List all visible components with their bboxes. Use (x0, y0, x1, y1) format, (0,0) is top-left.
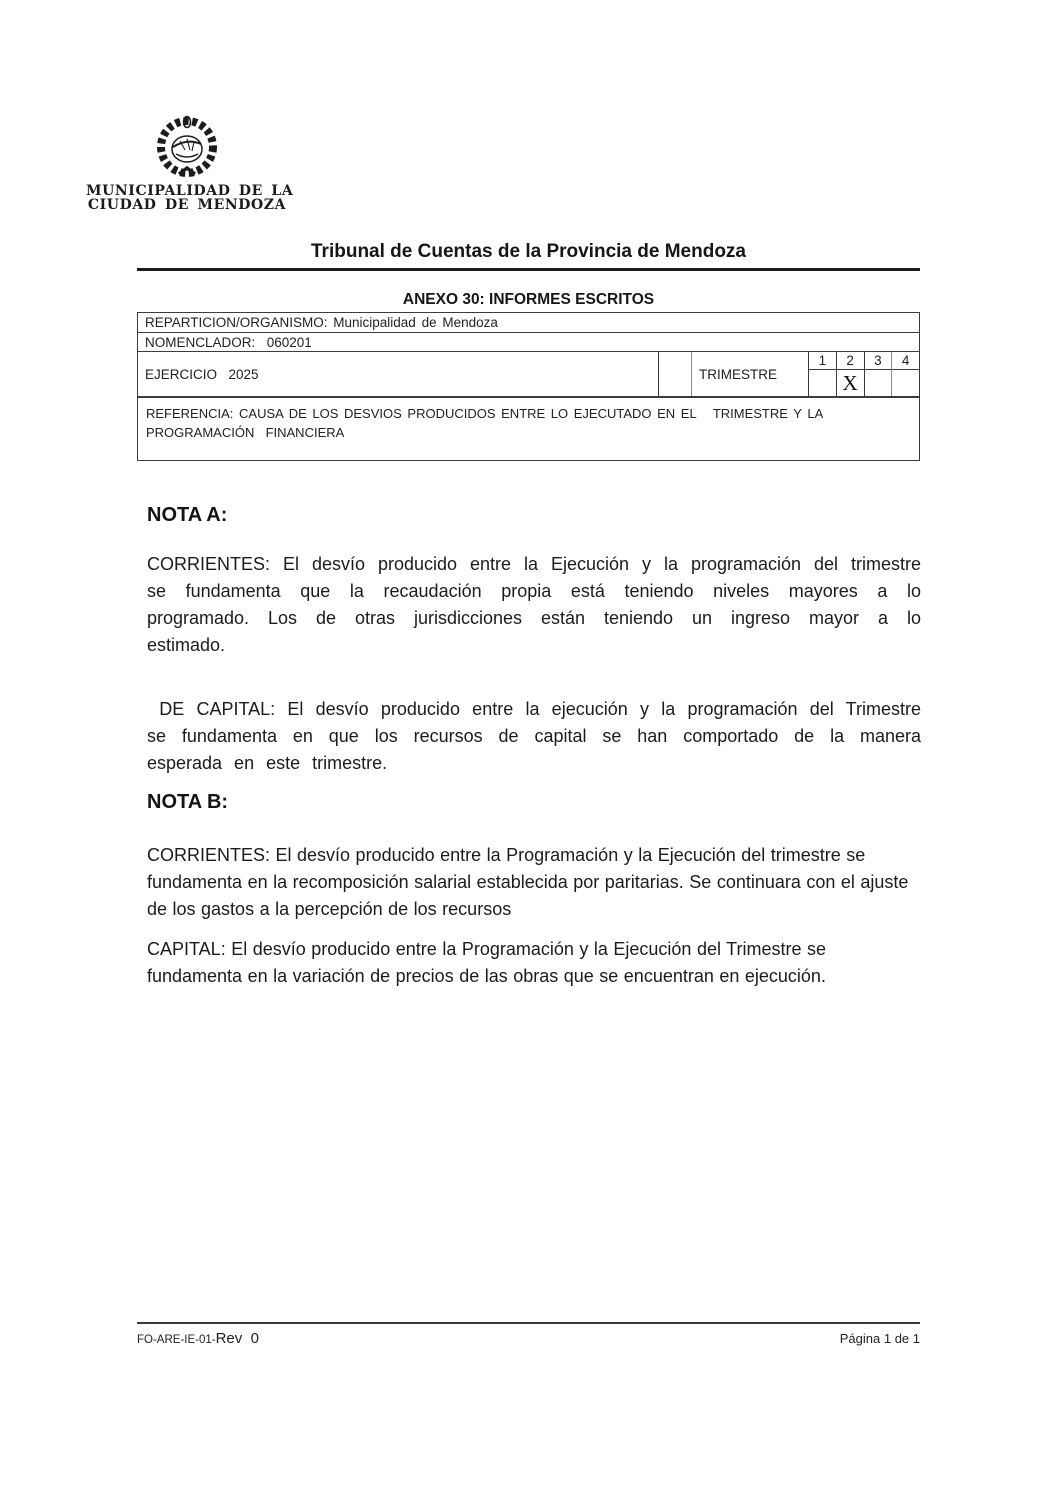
revision-label: Rev 0 (215, 1330, 259, 1347)
nota-a-capital-paragraph: DE CAPITAL: El desvío producido entre la ejecución y la programación del Trimestre se fundamenta en que los recursos de capital se han comportado de la manera esperada en este trimestre. (147, 699, 934, 773)
trimestre-col-3-value (865, 370, 892, 396)
nota-a-corrientes-paragraph: CORRIENTES: El desvío producido entre la Ejecución y la programación del trimestre se fundamenta que la recaudación propia está teniendo niveles mayores a lo programado. Los de otras jurisdicciones están teniendo un ingreso mayor a lo estimado. (147, 554, 934, 655)
page-footer (137, 1322, 920, 1348)
logo-text-line-1: MUNICIPALIDAD DE LA (86, 183, 294, 199)
trimestre-col-4-header: 4 (892, 352, 919, 370)
trimestre-col-3-header: 3 (865, 352, 892, 370)
form-code: FO-ARE-IE-01- (137, 1334, 216, 1346)
trimestre-grid (809, 352, 919, 396)
trimestre-col-4-value (892, 370, 919, 396)
nomenclador-row: NOMENCLADOR: 060201 (137, 332, 920, 352)
referencia-box: REFERENCIA: CAUSA DE LOS DESVIOS PRODUCIDOS ENTRE LO EJECUTADO EN EL TRIMESTRE Y LA PROGRAMACIÓN FINANCIERA (137, 397, 920, 461)
municipal-crest-icon (150, 108, 224, 182)
municipality-logo (86, 108, 294, 213)
trimestre-col-1-header: 1 (809, 352, 836, 370)
nota-b-corrientes-paragraph: CORRIENTES: El desvío producido entre la Programación y la Ejecución del trimestre se fundamenta en la recomposición salarial establecida por paritarias. Se continuara con el ajuste de los gastos a la percepción de los recursos (147, 845, 914, 919)
logo-text-line-2: CIUDAD DE MENDOZA (87, 197, 287, 213)
footer-left (137, 1330, 259, 1348)
anexo-subtitle: ANEXO 30: INFORMES ESCRITOS (402, 291, 655, 308)
trimestre-col-1 (809, 352, 836, 396)
trimestre-col-4 (891, 352, 919, 396)
trimestre-label-cell: TRIMESTRE (692, 352, 809, 396)
ejercicio-trimestre-row (137, 351, 920, 397)
nota-b-heading: NOTA B: (147, 791, 229, 813)
empty-cell (659, 352, 692, 396)
trimestre-col-1-value (809, 370, 836, 396)
document-title: Tribunal de Cuentas de la Provincia de Mendoza (137, 241, 920, 271)
page-number: Página 1 de 1 (839, 1331, 920, 1346)
trimestre-col-3 (864, 352, 892, 396)
ejercicio-cell: EJERCICIO 2025 (138, 352, 659, 396)
nota-b-capital-paragraph: CAPITAL: El desvío producido entre la Programación y la Ejecución del Trimestre se fundamenta en la variación de precios de las obras que se encuentran en ejecución. (147, 939, 832, 986)
trimestre-col-2-header: 2 (837, 352, 864, 370)
trimestre-col-2-value: X (842, 370, 858, 395)
form-header-table (137, 312, 920, 397)
reparticion-row: REPARTICION/ORGANISMO: Municipalidad de Mendoza (137, 312, 920, 333)
trimestre-col-2 (836, 352, 864, 396)
nota-a-heading: NOTA A: (147, 504, 228, 526)
